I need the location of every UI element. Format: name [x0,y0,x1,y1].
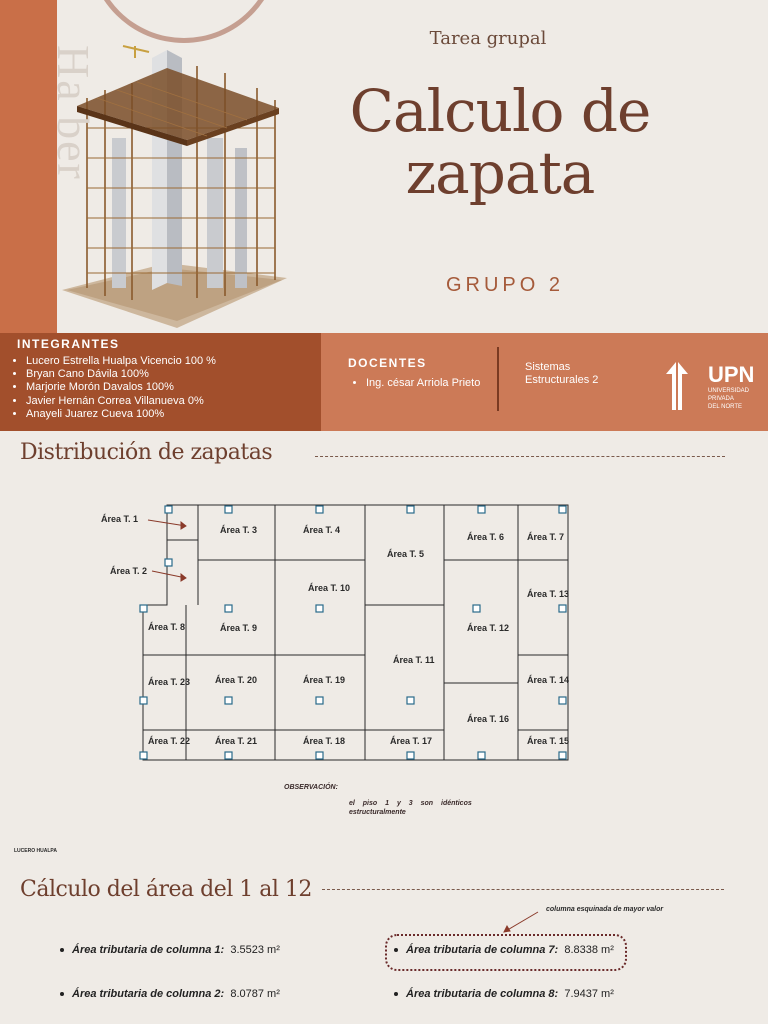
area-label: Área T. 3 [220,525,258,535]
column-marker [316,605,323,612]
upn-logo-arrow-left [666,362,676,410]
area-label: Área T. 5 [387,549,425,559]
section-title-distribution: Distribución de zapatas [20,440,273,465]
group-label: GRUPO 2 [445,274,565,296]
members-list [0,355,216,421]
signature: LUCERO HUALPA [14,848,57,854]
column-marker [478,506,485,513]
page-title [340,77,660,207]
upn-logo-arrow-right [678,362,688,410]
course-line-2: Estructurales 2 [525,374,599,386]
column-marker [316,506,323,513]
subtitle: Tarea grupal [429,28,547,49]
column-marker [559,605,566,612]
column-marker [478,752,485,759]
bullet-icon [60,992,64,996]
section-divider [322,889,724,890]
column-area-label: Área tributaria de columna 1: [72,944,225,956]
area-label: Área T. 12 [467,623,510,633]
teachers-list [348,377,496,390]
column-marker [316,752,323,759]
column-marker [140,752,147,759]
column-area-label: Área tributaria de columna 8: [406,988,559,1000]
column-area-value: 8.0787 m² [230,988,280,1000]
plan-outline [143,505,568,760]
member-item: • Bryan Cano Dávila 100% [26,368,216,381]
column-marker [559,752,566,759]
observation-label: OBSERVACIÓN: [284,784,338,791]
section-title-calculation: Cálculo del área del 1 al 12 [20,877,312,902]
course-name [525,361,635,387]
area-label: Área T. 7 [527,532,565,542]
column-area-item [394,944,614,956]
area-label: Área T. 9 [220,623,258,633]
member-item: • Anayeli Juarez Cueva 100% [26,408,216,421]
column-marker [559,506,566,513]
upn-logo-sub-3: DEL NORTE [708,404,743,410]
member-item: • Lucero Estrella Hualpa Vicencio 100 % [26,355,216,368]
area-label: Área T. 10 [308,583,351,593]
column-marker [225,697,232,704]
area-label: Área T. 13 [527,589,570,599]
title-line-2: zapata [405,139,595,207]
column-marker [407,506,414,513]
area-label: Área T. 1 [101,514,139,524]
column-marker [165,559,172,566]
upn-logo-name: UPN [708,362,754,387]
bullet-icon [60,948,64,952]
column-area-value: 7.9437 m² [564,988,614,1000]
area-label: Área T. 20 [215,675,258,685]
column-area-label: Área tributaria de columna 7: [406,944,559,956]
area-label: Área T. 23 [148,677,191,687]
column-area-item [60,988,280,1000]
area-label: Área T. 19 [303,675,346,685]
column-area-value: 3.5523 m² [230,944,280,956]
area-label: Área T. 11 [393,655,435,665]
area-label: Área T. 18 [303,736,346,746]
area-label: Área T. 8 [148,622,186,632]
column-marker [559,697,566,704]
area-label: Área T. 6 [467,532,505,542]
watermark-text: Ha ber [48,45,99,181]
upn-logo [664,360,754,412]
area-label: Área T. 15 [527,736,570,746]
column-marker [225,605,232,612]
area-label: Área T. 2 [110,566,148,576]
column-area-item [60,944,280,956]
column-marker [140,697,147,704]
column-area-label: Área tributaria de columna 2: [72,988,225,1000]
bullet-icon [394,948,398,952]
upn-logo-sub-2: PRIVADA [708,396,734,402]
teacher-item: • Ing. césar Arriola Prieto [366,377,496,390]
members-title: INTEGRANTES [17,337,120,351]
column-area-value: 8.8338 m² [564,944,614,956]
course-line-1: Sistemas [525,361,571,373]
column-area-item [394,988,614,1000]
column-marker [225,506,232,513]
area-label: Área T. 16 [467,714,510,724]
area-label: Área T. 21 [215,736,258,746]
column-markers [140,506,566,759]
observation-text: el piso 1 y 3 son idénticos estructuralmente [349,800,472,816]
divider [497,347,499,411]
column-marker [407,752,414,759]
area-label: Área T. 4 [303,525,341,535]
column-marker [165,506,172,513]
area-label: Área T. 14 [527,675,570,685]
column-marker [140,605,147,612]
member-item: • Javier Hernán Correa Villanueva 0% [26,395,216,408]
upn-logo-sub-1: UNIVERSIDAD [708,388,750,394]
column-marker [316,697,323,704]
title-line-1: Calculo de [349,77,651,145]
annotation-note: columna esquinada de mayor valor [546,906,664,913]
member-item: • Marjorie Morón Davalos 100% [26,381,216,394]
area-label: Área T. 17 [390,736,433,746]
column-marker [225,752,232,759]
column-marker [407,697,414,704]
bullet-icon [394,992,398,996]
section-divider [315,456,725,457]
area-label: Área T. 22 [148,736,191,746]
teachers-title: DOCENTES [348,356,427,370]
column-marker [473,605,480,612]
